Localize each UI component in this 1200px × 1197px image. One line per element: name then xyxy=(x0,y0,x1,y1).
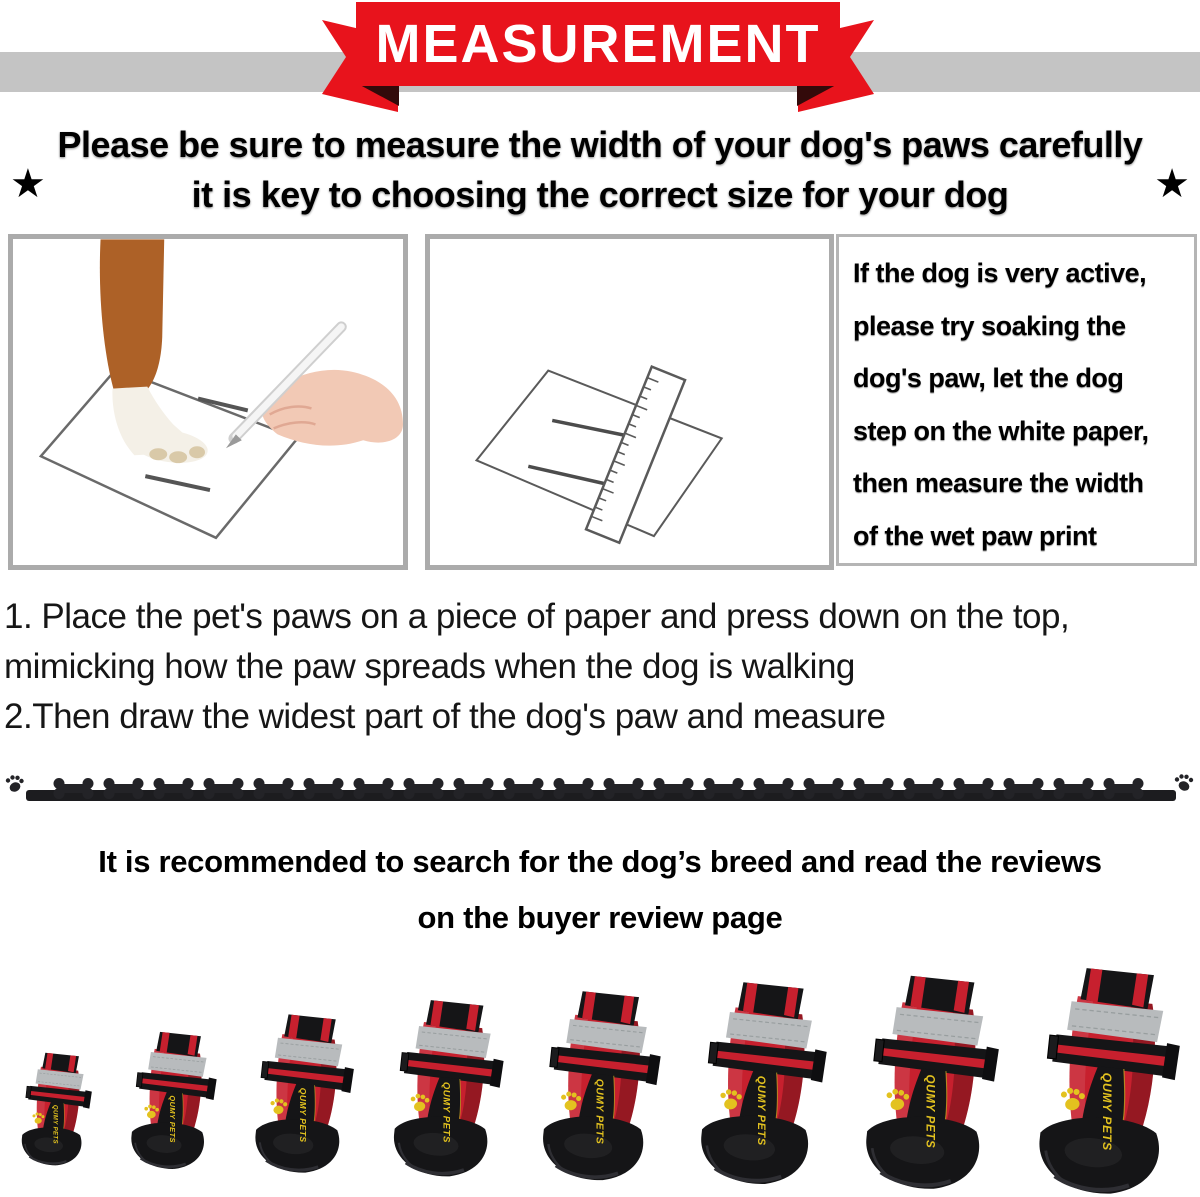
boots-row xyxy=(0,946,1200,1197)
dog-boot xyxy=(20,1052,92,1167)
instruction-line: 2.Then draw the widest part of the dog's paw and measure xyxy=(4,697,886,736)
tip-line: of the wet paw print xyxy=(853,520,1097,551)
measurement-ribbon-banner xyxy=(0,0,1200,116)
instructions xyxy=(0,592,1200,742)
strap-buckle xyxy=(708,1042,718,1063)
tip-line: then measure the width xyxy=(853,468,1144,498)
dog-boot xyxy=(129,1031,217,1171)
strap-buckle xyxy=(874,1039,884,1061)
boot-brand-text: QUMY PETS xyxy=(1100,1072,1115,1151)
boot-brand-text: QUMY PETS xyxy=(593,1078,605,1145)
boot-brand-text: QUMY PETS xyxy=(298,1087,309,1143)
headline-line1: Please be sure to measure the width of your dog's paws carefully xyxy=(57,124,1143,165)
boot-brand-text: QUMY PETS xyxy=(923,1074,936,1149)
banner-title: MEASUREMENT xyxy=(375,14,821,74)
tip-line: dog's paw, let the dog xyxy=(853,363,1124,393)
dog-boot xyxy=(391,999,504,1179)
strap-buckle xyxy=(1047,1035,1058,1059)
paw-icon xyxy=(6,775,24,793)
dog-boot xyxy=(1036,966,1180,1197)
recommendation-line1: It is recommended to search for the dog’s breed and read the reviews xyxy=(98,844,1102,879)
bone-row xyxy=(46,774,1150,802)
instruction-line: 1. Place the pet's paws on a piece of paper and press down on the top, xyxy=(4,597,1070,636)
boot-brand-text: QUMY PETS xyxy=(167,1095,177,1143)
boot-brand-text: QUMY PETS xyxy=(754,1075,767,1146)
star-icon: ★ xyxy=(10,162,46,206)
strap-buckle xyxy=(261,1061,269,1078)
paw-toe xyxy=(189,446,205,458)
headline-line2: it is key to choosing the correct size for your dog xyxy=(191,174,1009,215)
boot-brand-text: QUMY PETS xyxy=(51,1104,59,1144)
ruler-illustration xyxy=(430,239,829,565)
star-icon: ★ xyxy=(1154,162,1190,206)
instruction-line: mimicking how the paw spreads when the dog is walking xyxy=(4,647,855,686)
tip-line: step on the white paper, xyxy=(853,415,1149,446)
tip-line: If the dog is very active, xyxy=(853,258,1147,288)
paw-tracing-illustration xyxy=(13,239,403,565)
dog-boot xyxy=(863,974,999,1192)
recommendation-line2: on the buyer review page xyxy=(417,900,783,935)
tip-line: please try soaking the xyxy=(853,310,1126,341)
recommendation xyxy=(0,834,1200,946)
headline xyxy=(0,116,1200,222)
dog-leg-illustration xyxy=(100,239,164,392)
figure-paw-tracing xyxy=(8,234,408,570)
dog-boot xyxy=(253,1013,354,1175)
dog-boot xyxy=(698,981,827,1187)
boot-brand-text: QUMY PETS xyxy=(440,1081,452,1143)
paw-toe xyxy=(149,448,167,460)
strap-buckle xyxy=(26,1086,31,1098)
strap-buckle xyxy=(550,1047,559,1067)
paw-icon xyxy=(1175,774,1193,792)
figure-ruler-measuring xyxy=(425,234,834,570)
strap-buckle xyxy=(400,1053,409,1072)
strap-buckle xyxy=(136,1073,143,1087)
bone-divider xyxy=(0,774,1200,808)
tip-box xyxy=(836,234,1197,566)
figures-row xyxy=(0,234,1200,572)
dog-boot xyxy=(540,990,661,1183)
paw-toe xyxy=(169,451,187,463)
